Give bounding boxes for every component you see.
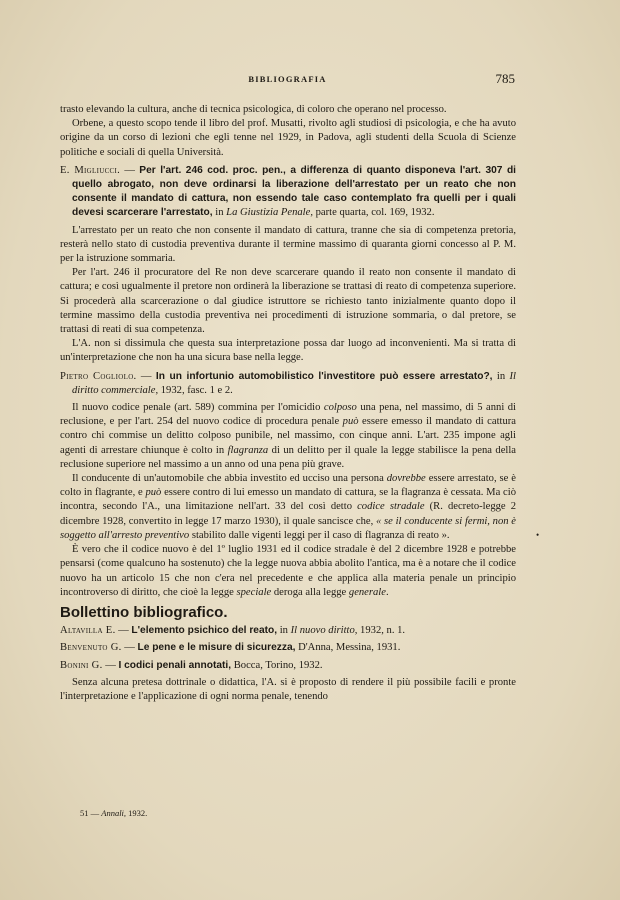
italic-text: colposo xyxy=(323,402,357,414)
entry-source: Il nuovo diritto, xyxy=(290,625,358,637)
page-number: 785 xyxy=(495,71,515,86)
text: Il conducente di un'automobile che abbia investito ed ucciso una persona xyxy=(72,473,387,485)
entry-title: In un infortunio automobilistico l'investitore può essere arrestato?, xyxy=(155,370,493,382)
page-header xyxy=(60,71,515,87)
entry-in: in xyxy=(277,625,291,637)
italic-text: codice stradale xyxy=(357,501,425,513)
paragraph: L'A. non si dissimula che questa sua interpretazione possa dar luogo ad inconvenienti. Ma si tratta di un'interpretazione che non ha una sicura base nella legge. xyxy=(60,338,516,364)
italic-text: può xyxy=(342,416,359,428)
entry-title: Per l'art. 246 cod. proc. pen., a differenza di quanto disponeva l'art. 307 di quello abrogato, non deve ordinarsi la liberazione dell'arrestato per un reato che non consente il mandato di cattura, non essendo tale caso contemplato fra quelli per i quali devesi scarcerare l'arrestato, xyxy=(72,164,517,219)
entry-details: Bocca, Torino, 1932. xyxy=(231,659,323,671)
review-entry-cogliolo xyxy=(60,370,516,398)
italic-text: generale xyxy=(348,586,386,598)
entry-title: Le pene e le misure di sicurezza, xyxy=(137,642,296,654)
entry-dash: — xyxy=(102,659,119,671)
italic-text: speciale xyxy=(236,586,272,598)
text: Il nuovo codice penale (art. 589) commina per l'omicidio xyxy=(72,402,324,414)
running-title: BIBLIOGRAFIA xyxy=(248,74,327,84)
paragraph: Orbene, a questo scopo tende il libro del prof. Musatti, rivolto agli studiosi di psicologia, e che ha avuto origine da un corso di lezioni che egli tenne nel 1929, in Padova, agli studenti della Scuola di Scienze politiche e sociali di quella Università. xyxy=(60,118,516,158)
sheet-number: 51 xyxy=(80,808,89,818)
paragraph xyxy=(60,401,516,472)
entry-title: L'elemento psichico del reato, xyxy=(131,625,278,637)
page-footer xyxy=(80,808,147,818)
text: È vero che il codice nuovo è del 1º luglio 1931 ed il codice stradale è del 2 dicembre 1928 e potrebbe pensarsi (come qualcuno ha sostenuto) che la legge nuova abbia abolito l'antica, ma è a notare che il codice nuovo ha un articolo 15 che non c'era nel precedente e che applica alla materia penale un principio incontroverso di diritto, che cioè la legge xyxy=(60,544,516,598)
entry-in: in xyxy=(492,370,510,382)
paragraph: L'arrestato per un reato che non consente il mandato di cattura, tranne che sia di competenza pretoria, resterà nello stato di custodia preventiva durante il termine massimo di quaranta giorni concesso al P. M. per la istruzione sommaria. xyxy=(60,224,516,265)
text: essere arrestato, se è colto in flagrante, e xyxy=(60,473,516,499)
entry-author: E. Migliucci. xyxy=(60,164,121,176)
text: deroga alla legge xyxy=(271,586,349,598)
review-entry-migliucci xyxy=(60,164,516,221)
text: (R. decreto-legge 2 dicembre 1928, convertito in legge 17 marzo 1930), il quale sancisce che, xyxy=(60,501,516,527)
entry-dash: — xyxy=(121,642,138,654)
paragraph xyxy=(60,543,516,600)
bulletin-entry-benvenuto xyxy=(60,641,516,655)
text: di un delitto per il quale la legge stabilisce la pena della reclusione superiore nel massimo a un anno od una pena più grave. xyxy=(60,444,516,470)
section-title: Bollettino bibliografico. xyxy=(60,603,228,621)
entry-details: parte quarta, col. 169, 1932. xyxy=(312,207,435,219)
italic-text: dovrebbe xyxy=(386,473,426,485)
entry-author: Benvenuto G. xyxy=(60,642,122,654)
paragraph: Senza alcuna pretesa dottrinale o didattica, l'A. si è proposto di rendere il più possibile facili e pronte l'interpretazione e l'applicazione di ogni norma penale, tenendo xyxy=(60,676,516,702)
paragraph: Per l'art. 246 il procuratore del Re non deve scarcerare quando il reato non consente il mandato di cattura; e così ugualmente il pretore non ordinerà la liberazione se trattasi di reato di competenza superiore. Si procederà alla scarcerazione o dal giudice istruttore se richiesto tanto inizialmente quanto dopo il termine massimo della custodia preventiva nei procedimenti di istruzione sommaria, o dal pretore, se trattasi di reati di sua competenza. xyxy=(60,267,516,336)
footer-year: 1932. xyxy=(126,808,148,818)
text: essere contro di lui emesso un mandato di cattura, se la flagranza è cessata. Ma ciò incontra, secondo l'A., una limitazione nell'art. 33 del così detto xyxy=(60,487,516,513)
bulletin-entry-bonini xyxy=(60,659,516,673)
footer-dash: — xyxy=(88,808,102,818)
bulletin-entry-altavilla xyxy=(60,624,516,638)
entry-details: 1932, n. 1. xyxy=(357,625,406,637)
italic-text: « se il conducente si fermi, non è soggetto all'arresto preventivo xyxy=(60,515,516,541)
italic-text: flagranza xyxy=(227,444,269,456)
entry-source: La Giustizia Penale, xyxy=(226,207,313,219)
entry-details: 1932, fasc. 1 e 2. xyxy=(158,384,233,396)
entry-dash: — xyxy=(115,625,132,637)
paragraph-continuation: trasto elevando la cultura, anche di tecnica psicologica, di coloro che operano nel processo. xyxy=(60,104,447,115)
entry-dash: — xyxy=(136,370,156,382)
entry-details: D'Anna, Messina, 1931. xyxy=(295,642,401,654)
text: essere emesso il mandato di cattura contro chi commise un delitto colposo punibile, nel massimo, con cinque anni. L'art. 235 impone agli agenti di arrestare chiunque è colto in xyxy=(60,416,516,456)
entry-in: in xyxy=(212,207,227,219)
text: stabilito dalle vigenti leggi per il caso di flagranza di reato ». xyxy=(189,529,450,541)
entry-author: Pietro Cogliolo. xyxy=(60,370,137,382)
footer-journal: Annali, xyxy=(101,808,127,818)
entry-author: Altavilla E. xyxy=(60,625,116,637)
text: una pena, nel massimo, di 5 anni di reclusione, e per l'art. 254 del nuovo codice di procedura penale xyxy=(60,402,516,428)
entry-dash: — xyxy=(120,164,140,176)
page-body xyxy=(60,103,516,704)
entry-source: Il diritto commerciale, xyxy=(72,370,516,396)
paragraph xyxy=(60,472,516,543)
italic-text: può xyxy=(145,487,162,499)
margin-mark: • xyxy=(536,530,540,540)
text: . xyxy=(385,586,389,598)
entry-title: I codici penali annotati, xyxy=(118,659,232,671)
entry-author: Bonini G. xyxy=(60,659,103,671)
